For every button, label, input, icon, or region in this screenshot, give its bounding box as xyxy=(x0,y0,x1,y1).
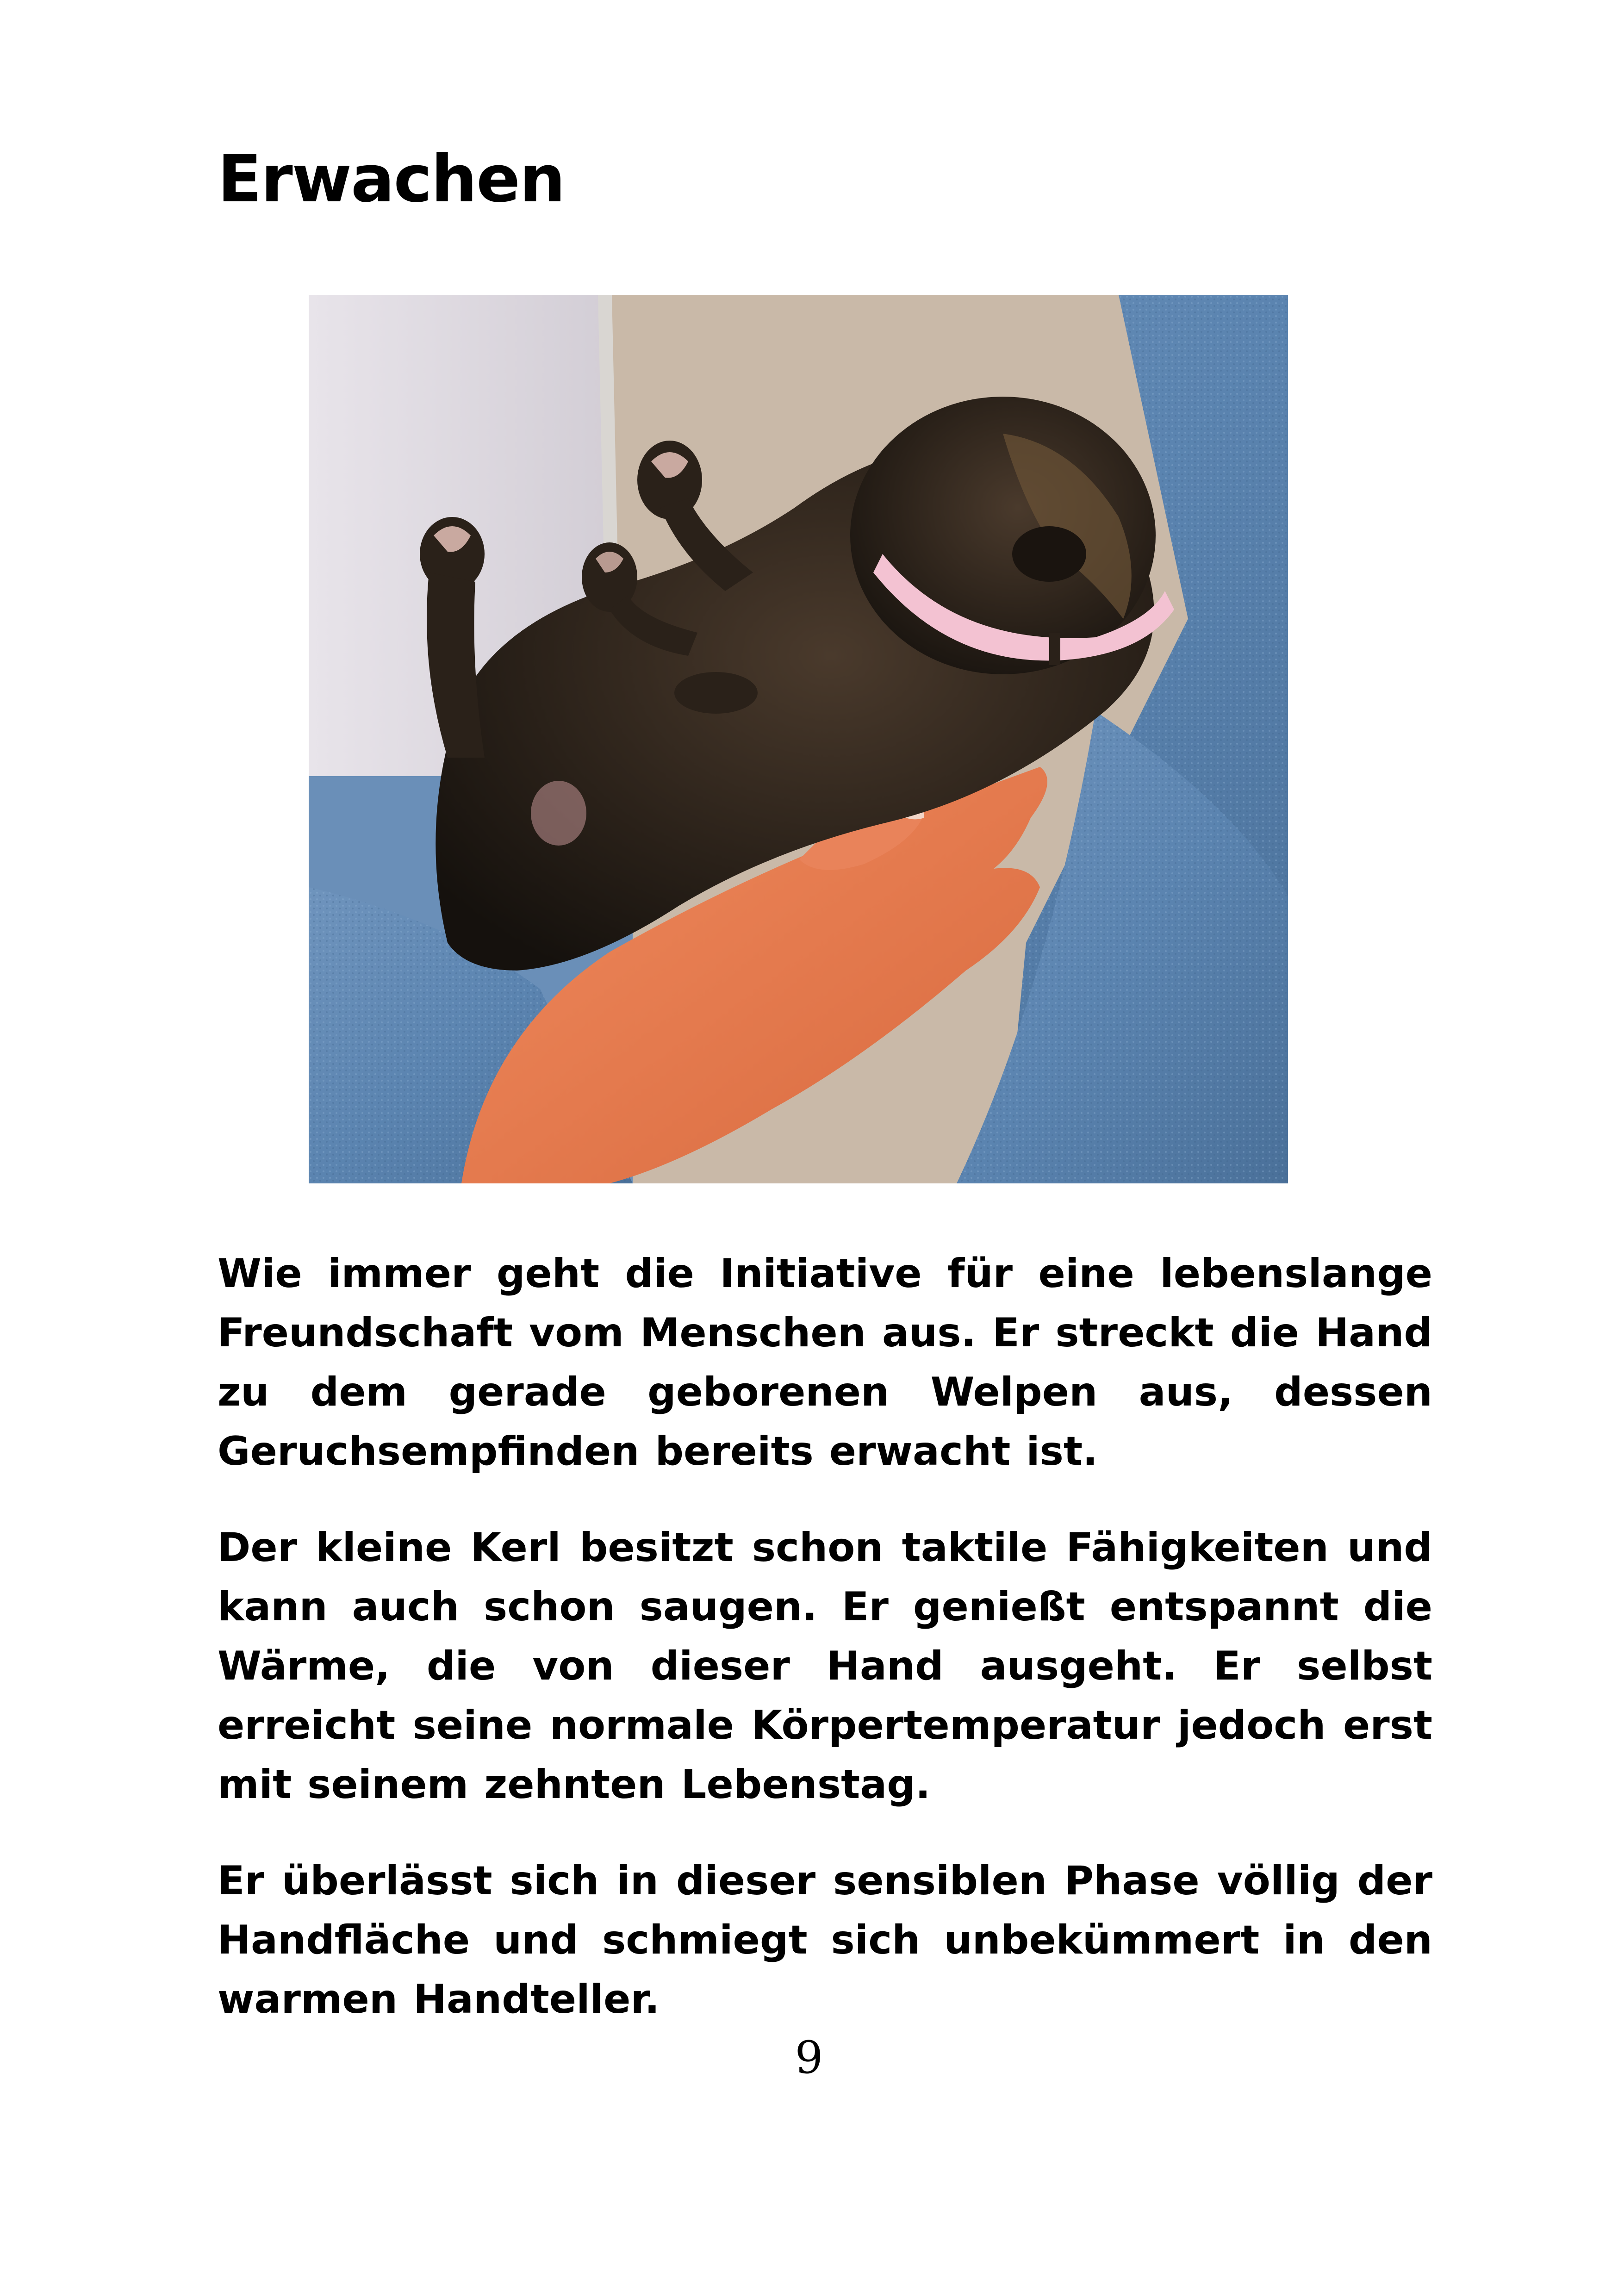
paragraph-2: Der kleine Kerl besitzt schon taktile Fähigkeiten und kann auch schon saugen. Er genießt entspannt die Wärme, die von dieser Hand ausgeht. Er selbst erreicht seine normale Körpertemperatur jedoch erst mit seinem zehnten Lebenstag. xyxy=(218,1524,1432,1808)
paragraph-1: Wie immer geht die Initiative für eine lebenslange Freundschaft vom Menschen aus. Er streckt die Hand zu dem gerade geborenen Welpen aus, dessen Geruchsempfinden bereits erwacht ist. xyxy=(218,1251,1432,1475)
paragraph-3: Er überlässt sich in dieser sensiblen Phase völlig der Handfläche und schmiegt sich unbekümmert in den warmen Handteller. xyxy=(218,1858,1432,2022)
page-title: Erwachen xyxy=(218,142,565,217)
body-text xyxy=(218,1244,1432,2066)
puppy-photo xyxy=(309,295,1288,1183)
page-number: 9 xyxy=(795,2032,823,2084)
